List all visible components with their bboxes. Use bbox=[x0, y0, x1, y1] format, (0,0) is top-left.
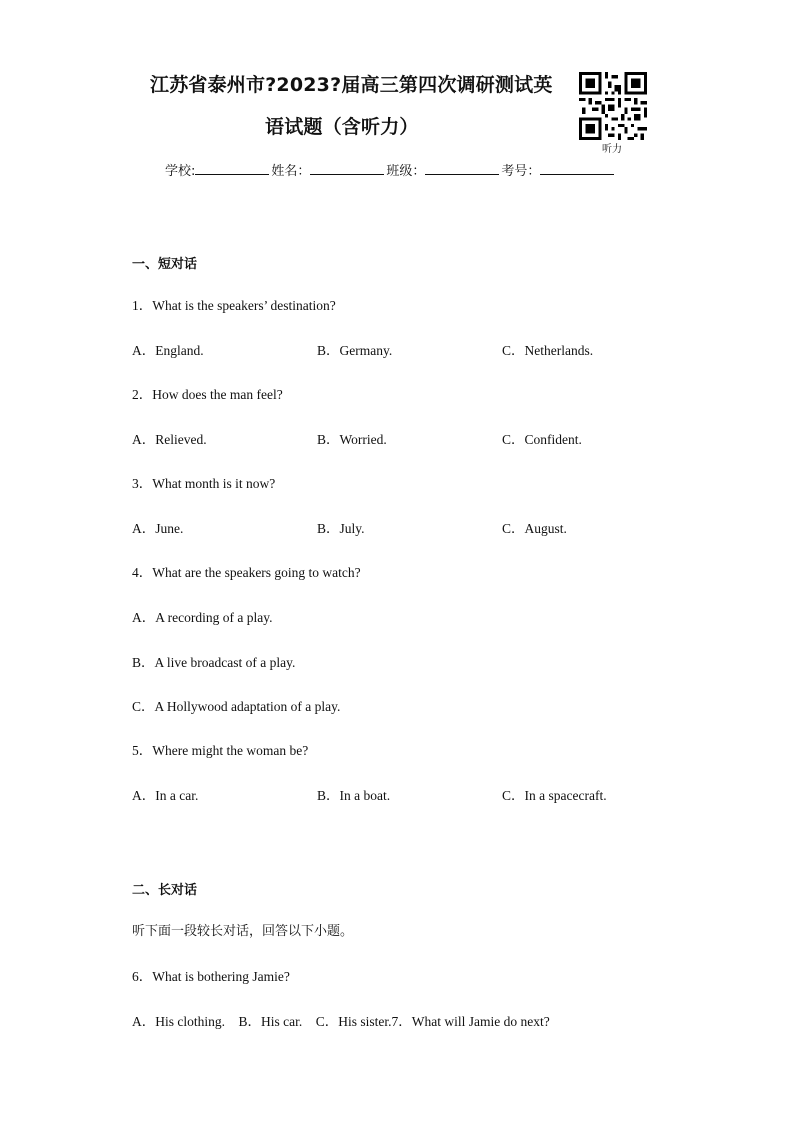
section-2-heading: 二、长对话 bbox=[132, 883, 198, 898]
question-2-option-c: C．Confident. bbox=[502, 432, 582, 447]
question-5-option-a: A．In a car. bbox=[132, 788, 199, 803]
question-4-option-a: A．A recording of a play. bbox=[132, 610, 273, 625]
question-6-stem: 6．What is bothering Jamie? bbox=[132, 969, 290, 984]
question-5-option-c: C．In a spacecraft. bbox=[502, 788, 607, 803]
question-4-option-c: C．A Hollywood adaptation of a play. bbox=[132, 699, 341, 714]
section-2-instruction: 听下面一段较长对话，回答以下小题。 bbox=[132, 924, 354, 939]
question-1-stem: 1．What is the speakers’ destination? bbox=[132, 298, 336, 313]
school-blank[interactable] bbox=[195, 162, 269, 175]
question-4-option-b: B．A live broadcast of a play. bbox=[132, 655, 296, 670]
number-label: 考号： bbox=[501, 164, 541, 179]
section-1-heading: 一、短对话 bbox=[132, 257, 198, 272]
number-blank[interactable] bbox=[540, 162, 614, 175]
question-6-options-line: A．His clothing. B．His car. C．His sister.7．What will Jamie do next? bbox=[132, 1014, 550, 1029]
question-1-option-c: C．Netherlands. bbox=[502, 343, 594, 358]
question-2-option-b: B．Worried. bbox=[317, 432, 387, 447]
school-label: 学校: bbox=[165, 164, 196, 179]
name-label: 姓名： bbox=[271, 164, 311, 179]
question-2-stem: 2．How does the man feel? bbox=[132, 387, 283, 402]
question-3-stem: 3．What month is it now? bbox=[132, 476, 276, 491]
name-blank[interactable] bbox=[310, 162, 384, 175]
question-3-option-c: C．August. bbox=[502, 521, 567, 536]
exam-title-line-2: 语试题（含听力） bbox=[265, 116, 419, 138]
question-4-stem: 4．What are the speakers going to watch? bbox=[132, 565, 361, 580]
question-1-option-a: A．England. bbox=[132, 343, 204, 358]
exam-title-line-1: 江苏省泰州市?2023?届高三第四次调研测试英 bbox=[150, 74, 553, 96]
class-blank[interactable] bbox=[425, 162, 499, 175]
qr-caption: 听力 bbox=[602, 144, 622, 155]
class-label: 班级： bbox=[386, 164, 426, 179]
question-1-option-b: B．Germany. bbox=[317, 343, 393, 358]
question-5-option-b: B．In a boat. bbox=[317, 788, 391, 803]
student-info-line bbox=[165, 160, 616, 179]
question-5-stem: 5．Where might the woman be? bbox=[132, 743, 309, 758]
question-3-option-b: B．July. bbox=[317, 521, 365, 536]
qr-code-icon[interactable] bbox=[579, 72, 647, 140]
question-3-option-a: A．June. bbox=[132, 521, 184, 536]
question-2-option-a: A．Relieved. bbox=[132, 432, 207, 447]
